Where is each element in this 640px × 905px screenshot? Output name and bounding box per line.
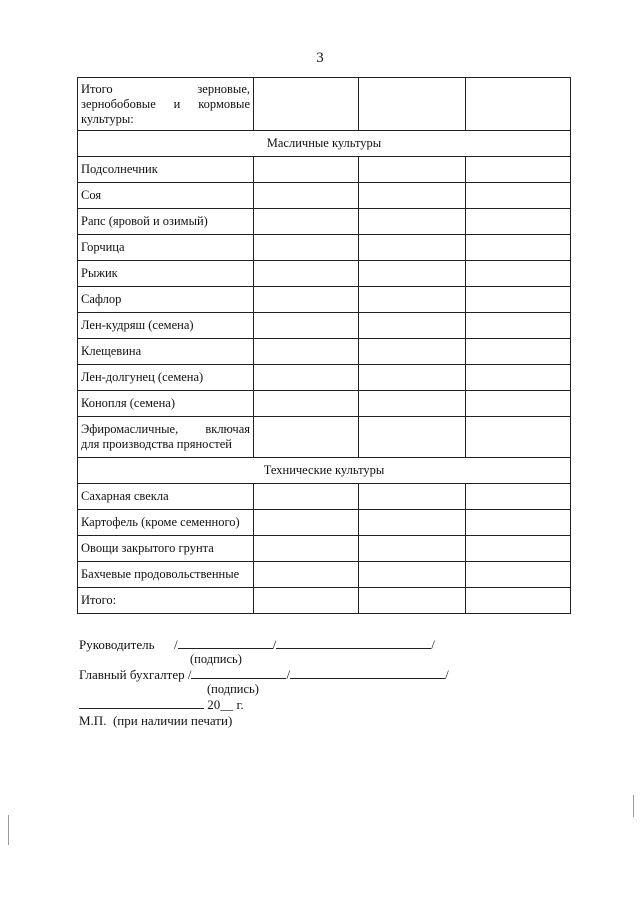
table-row (78, 209, 571, 235)
value-cell[interactable] (359, 157, 466, 183)
value-cell[interactable] (359, 391, 466, 417)
table-row (78, 391, 571, 417)
value-cell[interactable] (254, 339, 359, 365)
value-cell[interactable] (359, 417, 466, 458)
crop-name-cell: Рапс (яровой и озимый) (78, 209, 254, 235)
value-cell[interactable] (359, 235, 466, 261)
value-cell[interactable] (254, 510, 359, 536)
crop-name-line: Итого зерновые, (81, 81, 250, 96)
table-row (78, 510, 571, 536)
crop-table (77, 77, 571, 614)
value-cell[interactable] (254, 536, 359, 562)
page-number: 3 (316, 50, 324, 66)
crop-name-line: культуры: (81, 111, 134, 126)
crop-name-line: Эфиромасличные, включая (81, 422, 250, 436)
crop-name-cell: Лен-долгунец (семена) (78, 365, 254, 391)
crop-name-cell: Итого: (78, 588, 254, 614)
value-cell[interactable] (466, 209, 571, 235)
value-cell[interactable] (466, 536, 571, 562)
scan-edge-mark (8, 815, 9, 845)
value-cell[interactable] (359, 536, 466, 562)
value-cell[interactable] (359, 484, 466, 510)
value-cell[interactable] (254, 365, 359, 391)
value-cell[interactable] (254, 417, 359, 458)
value-cell[interactable] (254, 287, 359, 313)
accountant-name-field[interactable] (290, 667, 445, 679)
stamp-note: М.П. (при наличии печати) (79, 713, 233, 728)
crop-name-cell: Сахарная свекла (78, 484, 254, 510)
head-signature-line: Руководитель / / / (79, 637, 435, 652)
section-header-row (78, 131, 571, 157)
crop-name-cell: Клещевина (78, 339, 254, 365)
section-header: Масличные культуры (78, 131, 571, 157)
table-row (78, 287, 571, 313)
crop-name-cell: Овощи закрытого грунта (78, 536, 254, 562)
date-field[interactable] (79, 697, 204, 709)
value-cell[interactable] (466, 562, 571, 588)
table-row (78, 235, 571, 261)
table-row (78, 588, 571, 614)
value-cell[interactable] (359, 365, 466, 391)
table-row (78, 261, 571, 287)
value-cell[interactable] (359, 510, 466, 536)
value-cell[interactable] (466, 287, 571, 313)
value-cell[interactable] (254, 391, 359, 417)
head-name-field[interactable] (276, 637, 431, 649)
head-signature-field[interactable] (178, 637, 273, 649)
section-header: Технические культуры (78, 458, 571, 484)
crop-name-line: зернобобовые и кормовые (81, 96, 250, 111)
value-cell[interactable] (466, 183, 571, 209)
value-cell[interactable] (254, 562, 359, 588)
crop-table-body (78, 78, 571, 614)
table-row (78, 365, 571, 391)
crop-name-cell: Бахчевые продовольственные (78, 562, 254, 588)
value-cell[interactable] (359, 183, 466, 209)
crop-name-cell: Рыжик (78, 261, 254, 287)
value-cell[interactable] (466, 339, 571, 365)
value-cell[interactable] (466, 313, 571, 339)
scan-edge-mark (633, 795, 634, 817)
value-cell[interactable] (359, 209, 466, 235)
value-cell[interactable] (359, 287, 466, 313)
value-cell[interactable] (254, 157, 359, 183)
table-row (78, 183, 571, 209)
value-cell[interactable] (359, 313, 466, 339)
value-cell[interactable] (466, 510, 571, 536)
table-row (78, 484, 571, 510)
table-row (78, 536, 571, 562)
value-cell[interactable] (466, 417, 571, 458)
value-cell[interactable] (359, 261, 466, 287)
accountant-signature-field[interactable] (191, 667, 286, 679)
value-cell[interactable] (254, 313, 359, 339)
table-row (78, 313, 571, 339)
value-cell[interactable] (466, 235, 571, 261)
value-cell[interactable] (359, 562, 466, 588)
value-cell[interactable] (359, 588, 466, 614)
crop-name-cell: Сафлор (78, 287, 254, 313)
table-row (78, 157, 571, 183)
value-cell[interactable] (254, 235, 359, 261)
value-cell[interactable] (254, 261, 359, 287)
section-header-row (78, 458, 571, 484)
value-cell[interactable] (254, 588, 359, 614)
value-cell[interactable] (359, 78, 466, 131)
value-cell[interactable] (466, 261, 571, 287)
accountant-signature-caption: (подпись) (207, 682, 259, 696)
table-row (78, 78, 571, 131)
crop-name-cell: Подсолнечник (78, 157, 254, 183)
table-row (78, 562, 571, 588)
crop-name-cell (78, 78, 254, 131)
crop-name-cell: Соя (78, 183, 254, 209)
crop-name-cell: Картофель (кроме семенного) (78, 510, 254, 536)
crop-name-cell (78, 417, 254, 458)
value-cell[interactable] (466, 365, 571, 391)
value-cell[interactable] (254, 209, 359, 235)
value-cell[interactable] (254, 484, 359, 510)
crop-name-cell: Конопля (семена) (78, 391, 254, 417)
head-signature-caption: (подпись) (190, 652, 242, 666)
value-cell[interactable] (466, 78, 571, 131)
table-row (78, 417, 571, 458)
value-cell[interactable] (254, 78, 359, 131)
value-cell[interactable] (466, 484, 571, 510)
crop-name-cell: Горчица (78, 235, 254, 261)
value-cell[interactable] (466, 391, 571, 417)
date-year: 20__ г. (207, 697, 244, 712)
crop-name-line: для производства пряностей (81, 437, 232, 451)
value-cell[interactable] (466, 588, 571, 614)
accountant-label: Главный бухгалтер (79, 667, 185, 682)
value-cell[interactable] (466, 157, 571, 183)
table-row (78, 339, 571, 365)
value-cell[interactable] (359, 339, 466, 365)
date-line (79, 697, 244, 712)
accountant-signature-line: Главный бухгалтер / / / (79, 667, 449, 682)
head-label: Руководитель (79, 637, 155, 652)
value-cell[interactable] (254, 183, 359, 209)
crop-name-cell: Лен-кудряш (семена) (78, 313, 254, 339)
